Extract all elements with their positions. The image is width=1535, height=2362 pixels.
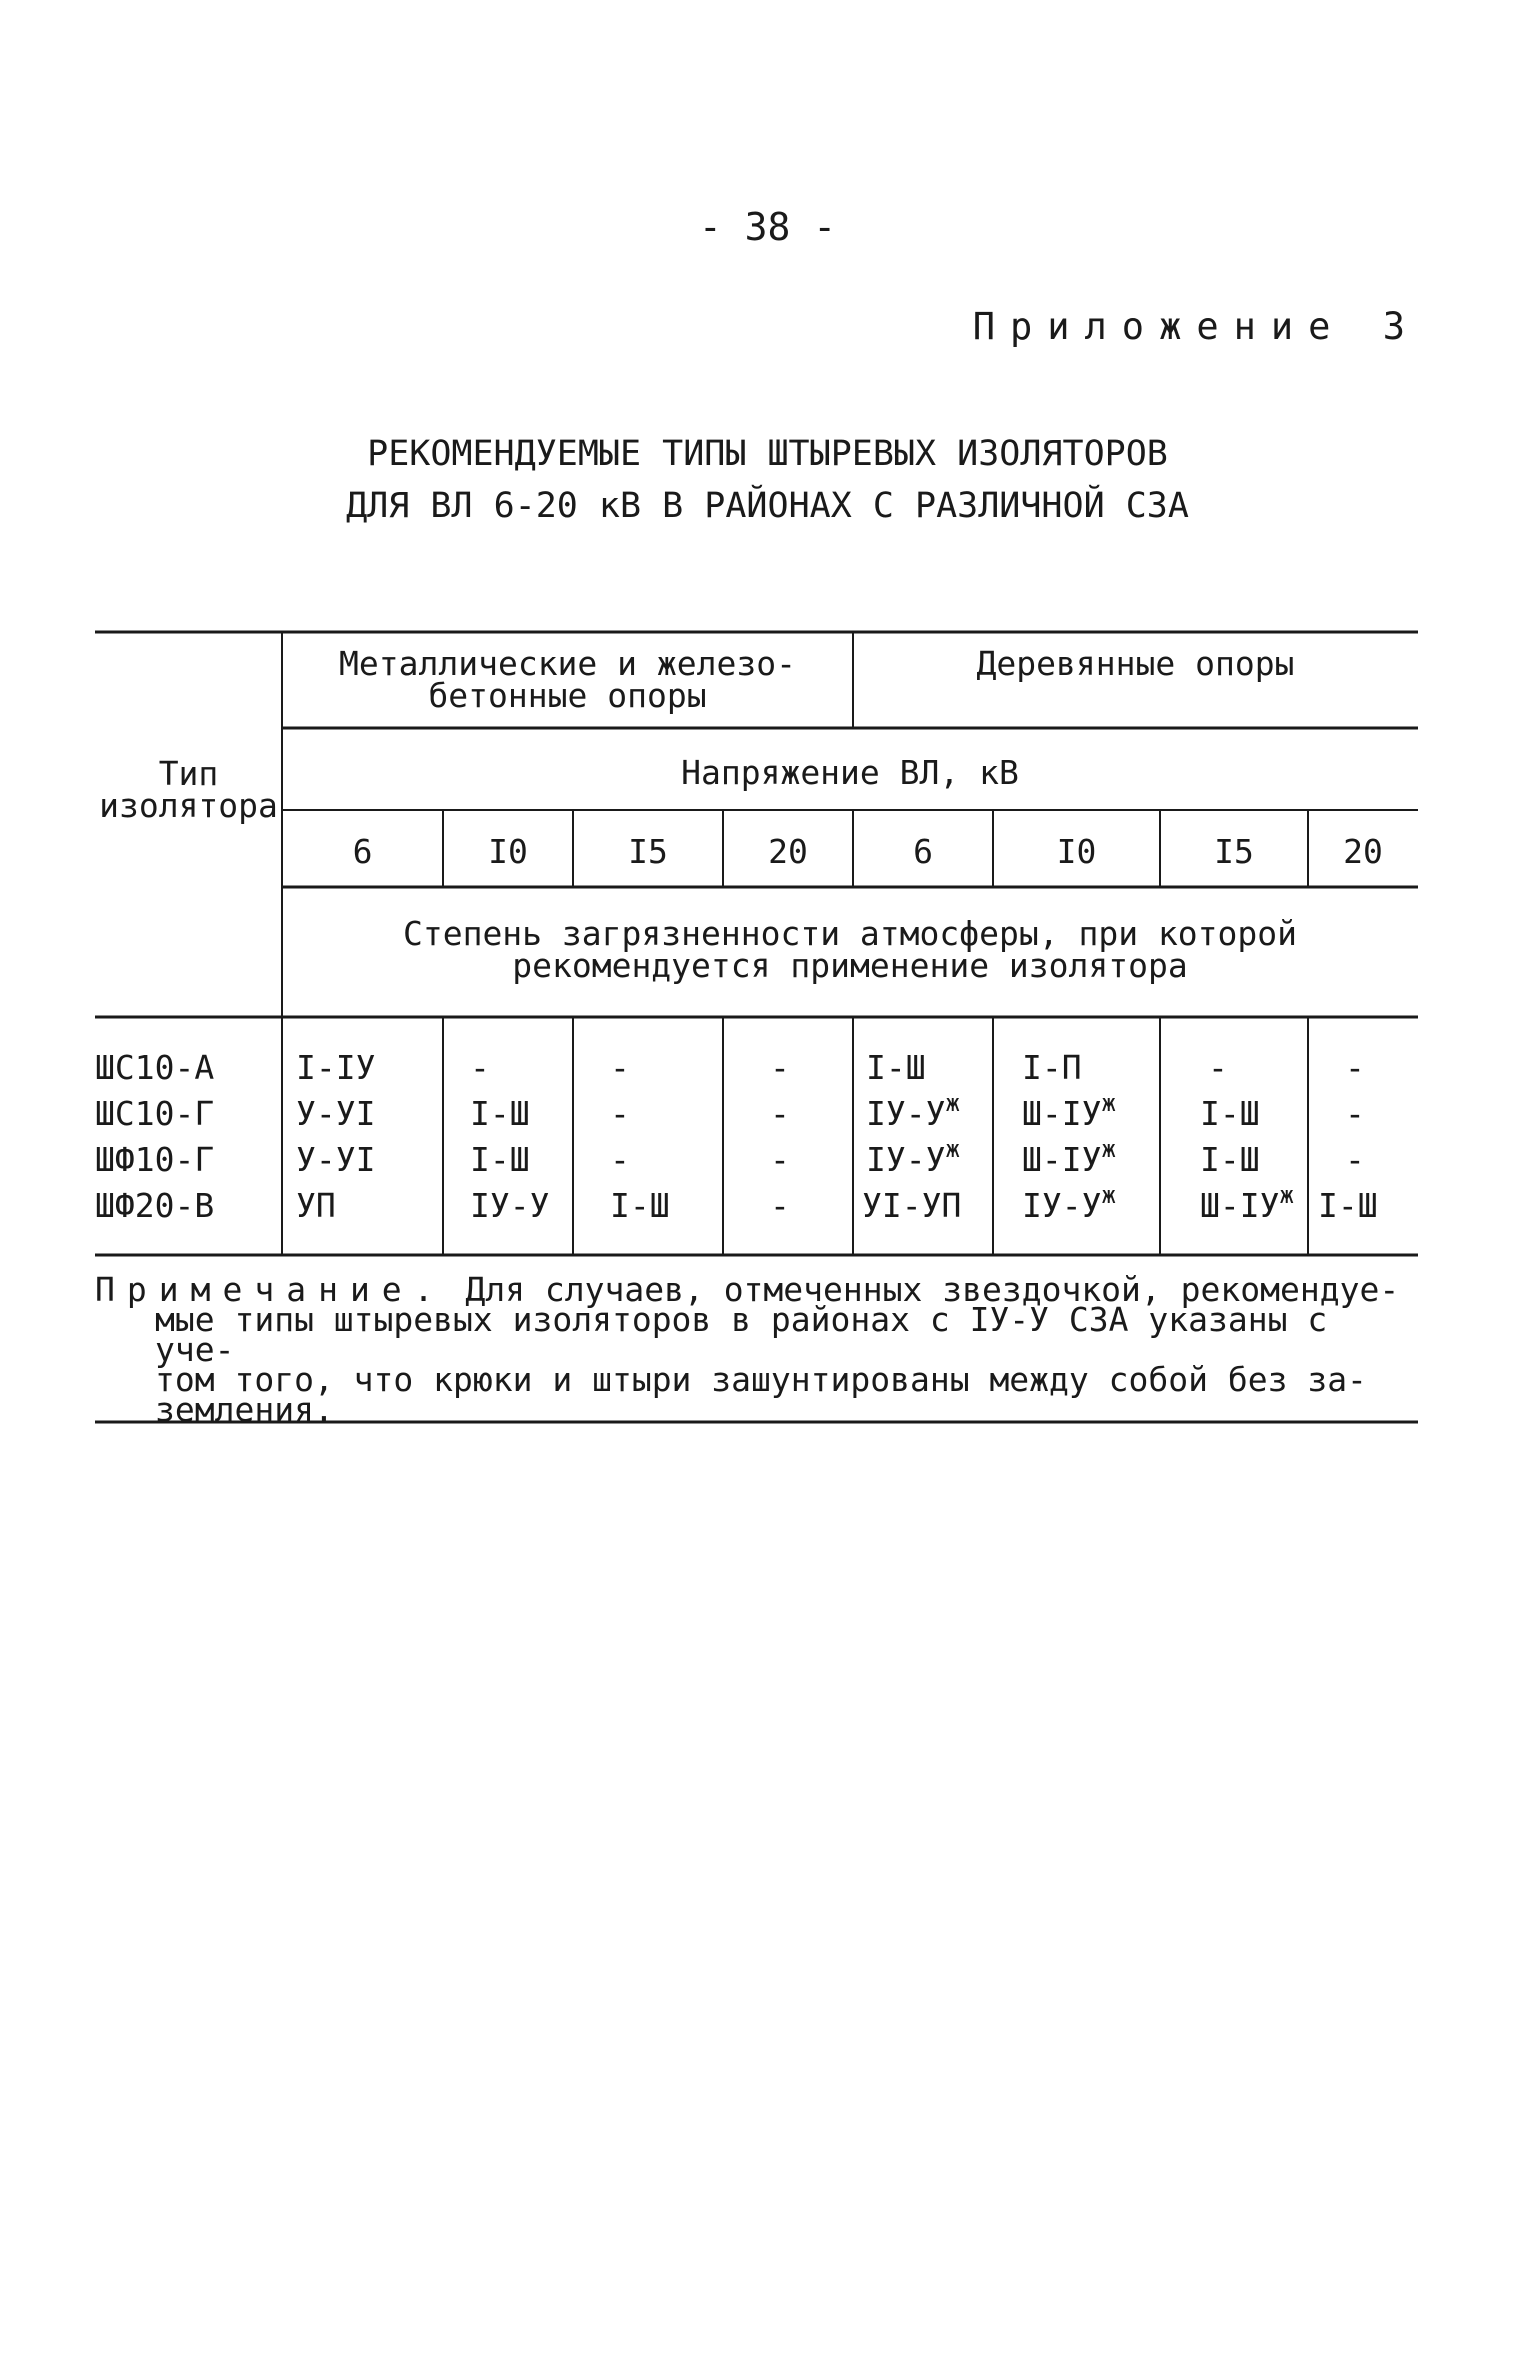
voltage-value: I5: [1214, 832, 1254, 871]
table-cell: $Ш-IУ^ж$: [1200, 1181, 1294, 1225]
table-cell: I-Ш: [1318, 1186, 1378, 1225]
table-cell: -: [470, 1048, 490, 1087]
document-title: [0, 428, 1535, 532]
page-number: - 38 -: [698, 205, 837, 249]
table-cell: -: [770, 1140, 790, 1179]
table-note: [95, 1270, 1415, 1429]
insulator-type: ШФ20-В: [95, 1186, 215, 1225]
asterisk-mark: ж: [1101, 1135, 1116, 1163]
voltage-value: 20: [1343, 832, 1383, 871]
table-cell: -: [1208, 1048, 1228, 1087]
table-cell: -: [610, 1048, 630, 1087]
pollution-degree-header: Степень загрязненности атмосферы, при которой рекомендуется применение изолятора: [402, 914, 1298, 985]
asterisk-mark: ж: [1279, 1181, 1294, 1209]
note-text: земления.: [155, 1390, 334, 1429]
table-cell: -: [770, 1048, 790, 1087]
voltage-header: Напряжение ВЛ, кВ: [681, 753, 1019, 792]
voltage-value: I0: [1056, 832, 1097, 871]
voltage-value: 6: [913, 832, 933, 871]
metal-concrete-supports-header: Металлические и железо- бетонные опоры: [339, 644, 796, 715]
voltage-value: 6: [352, 832, 373, 871]
note-text: Для случаев, отмеченных звездочкой, рекомендуе-: [445, 1270, 1400, 1309]
table-cell: I-Ш: [470, 1094, 530, 1133]
table-cell: -: [770, 1186, 790, 1225]
table-cell: I-Ш: [866, 1048, 926, 1087]
table-cell: $IУ-У^ж$: [1022, 1181, 1116, 1225]
table-cell: $Ш-IУ^ж$: [1022, 1135, 1116, 1179]
table-cell: I-П: [1022, 1048, 1082, 1087]
asterisk-mark: ж: [1101, 1181, 1116, 1209]
table-cell: IУ-У: [470, 1186, 550, 1225]
table-cell: УП: [296, 1186, 336, 1225]
asterisk-mark: ж: [945, 1089, 960, 1117]
type-column-header: Тип изолятора: [99, 754, 278, 825]
table-cell: $IУ-У^ж$: [866, 1089, 960, 1133]
title-line-2: ДЛЯ ВЛ 6-20 кВ В РАЙОНАХ С РАЗЛИЧНОЙ СЗА: [346, 486, 1189, 526]
asterisk-mark: ж: [945, 1135, 960, 1163]
table-cell: -: [1345, 1048, 1365, 1087]
table-cell: -: [610, 1140, 630, 1179]
table-cell: I-IУ: [296, 1048, 376, 1087]
table-cell: I-Ш: [1200, 1140, 1260, 1179]
table-cell: -: [610, 1094, 630, 1133]
title-line-1: РЕКОМЕНДУЕМЫЕ ТИПЫ ШТЫРЕВЫХ ИЗОЛЯТОРОВ: [367, 434, 1168, 474]
voltage-value: I0: [488, 832, 528, 871]
voltage-value: 20: [768, 832, 808, 871]
table-cell: -: [1345, 1094, 1365, 1133]
table-cell: -: [770, 1094, 790, 1133]
table-cell: $IУ-У^ж$: [866, 1135, 960, 1179]
wooden-supports-header: Деревянные опоры: [976, 644, 1295, 683]
table-cell: I-Ш: [610, 1186, 670, 1225]
table-cell: У-УI: [296, 1094, 376, 1133]
note-text: мые типы штыревых изоляторов в районах с IУ-У СЗА указаны с уче-: [155, 1300, 1328, 1369]
voltage-value: I5: [628, 832, 668, 871]
table-cell: У-УI: [296, 1140, 376, 1179]
table-cell: I-Ш: [470, 1140, 530, 1179]
table-cell: I-Ш: [1200, 1094, 1260, 1133]
appendix-label: Приложение 3: [972, 305, 1420, 348]
note-text: том того, что крюки и штыри зашунтированы между собой без за-: [155, 1360, 1367, 1399]
insulator-type: ШС10-Г: [95, 1094, 215, 1133]
insulator-type: ШФ10-Г: [95, 1140, 215, 1179]
table-cell: УI-УП: [862, 1186, 962, 1225]
insulator-type: ШС10-А: [95, 1048, 215, 1087]
asterisk-mark: ж: [1101, 1089, 1116, 1117]
table-cell: -: [1345, 1140, 1365, 1179]
note-heading: Примечание.: [95, 1270, 446, 1309]
table-cell: $Ш-IУ^ж$: [1022, 1089, 1116, 1133]
